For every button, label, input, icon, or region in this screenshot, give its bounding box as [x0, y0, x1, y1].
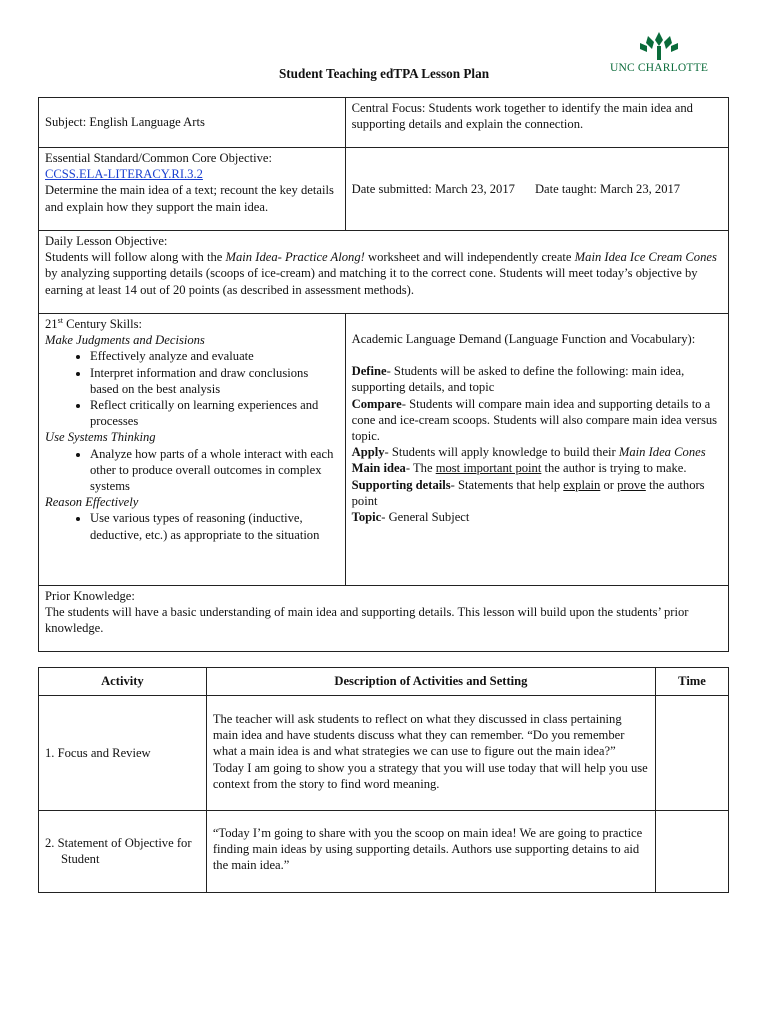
- crown-leaf-icon: [636, 30, 682, 62]
- prior-knowledge-cell: [39, 586, 729, 652]
- daily-objective-label: Daily Lesson Objective:: [45, 234, 168, 248]
- skill-list-judgments: [45, 348, 339, 429]
- daily-objective-text: Students will follow along with the Main Idea- Practice Along! worksheet and will independently create Main Idea Ice Cream Cones by analyzing supporting details (scoops of ice-cream) and matching it to the correct cone. Students will meet today’s objective by earning at least 14 out of 20 points (as described in assessment methods).: [45, 250, 717, 297]
- standard-cell: [39, 148, 346, 231]
- supporting-details-entry: Supporting details- Statements that help explain or prove the authors point: [351, 477, 705, 508]
- skill-heading-judgments: Make Judgments and Decisions: [45, 333, 205, 348]
- central-focus-text: Central Focus: Students work together to identify the main idea and supporting details and explain the connection.: [351, 101, 693, 132]
- dates-cell: [345, 148, 728, 231]
- main-idea-entry: Main idea- The most important point the author is trying to make.: [351, 461, 687, 476]
- define-entry: Define- Students will be asked to define the following: main idea, supporting details, and topic: [351, 364, 685, 395]
- apply-entry: Apply- Students will apply knowledge to build their Main Idea Cones: [351, 445, 706, 460]
- standard-text: Determine the main idea of a text; recount the key details and explain how they support the main idea.: [45, 183, 334, 214]
- standard-link[interactable]: CCSS.ELA-LITERACY.RI.3.2: [45, 167, 203, 182]
- list-item: • Effectively analyze and evaluate: [90, 348, 339, 364]
- time-header: Time: [656, 668, 729, 696]
- time-cell: [656, 696, 729, 811]
- century-skills-cell: [39, 314, 346, 586]
- subject-cell: [39, 98, 346, 148]
- lesson-plan-table: [38, 97, 729, 652]
- academic-language-cell: [345, 314, 728, 586]
- skill-list-systems: [45, 446, 339, 495]
- prior-knowledge-label: Prior Knowledge:: [45, 589, 135, 603]
- compare-entry: Compare- Students will compare main idea and supporting details to a cone and ice-cream scoops. Students will also compare main idea versus topic.: [351, 396, 718, 444]
- skill-heading-reason: Reason Effectively: [45, 495, 139, 510]
- list-item: • Interpret information and draw conclusions based on the best analysis: [90, 365, 339, 397]
- subject-text: Subject: English Language Arts: [45, 115, 205, 130]
- table-row: [39, 696, 729, 811]
- skill-list-reason: [45, 510, 339, 542]
- activity-cell: 2. Statement of Objective for Student: [39, 811, 207, 893]
- description-cell: The teacher will ask students to reflect on what they discussed in class pertaining main idea and have students discuss what they can remember. “Do you remember what a main idea is and what strategies we can use to figure out the main idea?” Today I am going to show you a strategy that you will use today that will help you use context from the story to find word meaning.: [206, 696, 655, 811]
- skill-heading-systems: Use Systems Thinking: [45, 430, 156, 445]
- academic-language-label: Academic Language Demand (Language Function and Vocabulary):: [351, 332, 696, 346]
- activities-table: [38, 667, 729, 893]
- list-item: • Use various types of reasoning (inductive, deductive, etc.) as appropriate to the situation: [90, 510, 339, 542]
- list-item: • Reflect critically on learning experiences and processes: [90, 397, 339, 429]
- central-focus-cell: [345, 98, 728, 148]
- logo-text: UNC CHARLOTTE: [609, 62, 709, 74]
- date-submitted: Date submitted: March 23, 2017: [351, 181, 515, 196]
- activity-cell: 1. Focus and Review: [39, 696, 207, 811]
- standard-label: Essential Standard/Common Core Objective:: [45, 151, 272, 165]
- description-header: Description of Activities and Setting: [206, 668, 655, 696]
- page-title: Student Teaching edTPA Lesson Plan: [278, 66, 490, 81]
- time-cell: [656, 811, 729, 893]
- prior-knowledge-text: The students will have a basic understanding of main idea and supporting details. This lesson will build upon the students’ prior knowledge.: [45, 605, 689, 636]
- topic-entry: Topic- General Subject: [351, 510, 470, 525]
- table-row: [39, 811, 729, 893]
- date-taught: Date taught: March 23, 2017: [534, 181, 681, 196]
- daily-objective-cell: [39, 231, 729, 314]
- description-cell: “Today I’m going to share with you the scoop on main idea! We are going to practice finding main ideas by using supporting details. Authors use supporting detains to aid the main idea.”: [206, 811, 655, 893]
- list-item: • Analyze how parts of a whole interact with each other to produce overall outcomes in complex systems: [90, 446, 339, 495]
- century-skills-label: 21st Century Skills:: [45, 315, 143, 331]
- activity-header: Activity: [39, 668, 207, 696]
